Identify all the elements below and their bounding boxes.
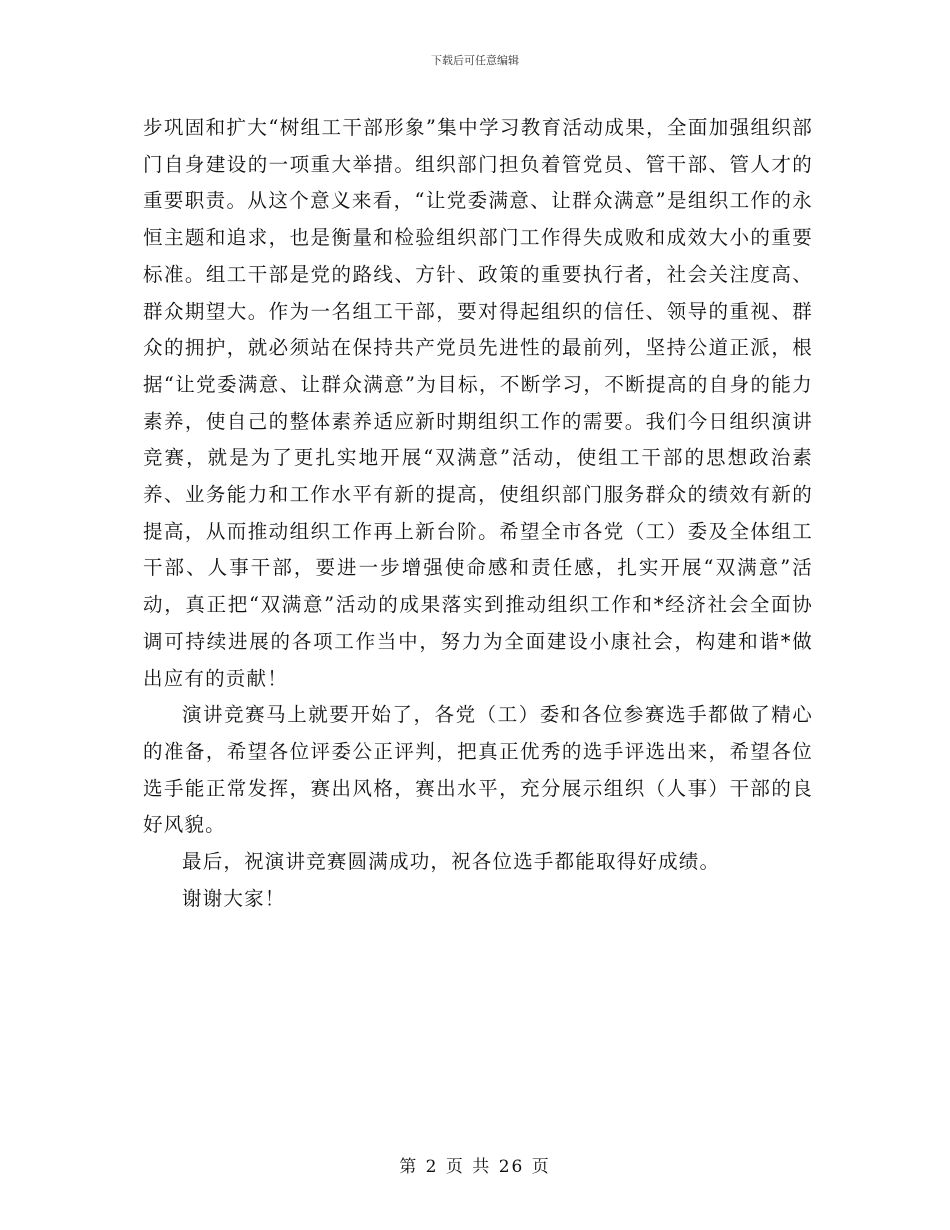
paragraph-competition: 演讲竞赛马上就要开始了，各党（工）委和各位参赛选手都做了精心的准备，希望各位评委公正评判，把真正优秀的选手评选出来，希望各位选手能正常发挥，赛出风格，赛出水平，充分展示组织（人事）干部的良好风貌。 [143,703,813,837]
paragraph-closing-wish: 最后，祝演讲竞赛圆满成功，祝各位选手都能取得好成绩。 [182,850,721,874]
paragraph-continued: 步巩固和扩大“树组工干部形象”集中学习教育活动成果，全面加强组织部门自身建设的一项重大举措。组织部门担负着管党员、管干部、管人才的重要职责。从这个意义来看，“让党委满意、让群众满意”是组织工作的永恒主题和追求，也是衡量和检验组织部门工作得失成败和成效大小的重要标准。组工干部是党的路线、方针、政策的重要执行者，社会关注度高、群众期望大。作为一名组工干部，要对得起组织的信任、领导的重视、群众的拥护，就必须站在保持共产党员先进性的最前列，坚持公道正派，根据“让党委满意、让群众满意”为目标，不断学习，不断提高的自身的能力素养，使自己的整体素养适应新时期组织工作的需要。我们今日组织演讲竞赛，就是为了更扎实地开展“双满意”活动，使组工干部的思想政治素养、业务能力和工作水平有新的提高，使组织部门服务群众的绩效有新的提高，从而推动组织工作再上新台阶。希望全市各党（工）委及全体组工干部、人事干部，要进一步增强使命感和责任感，扎实开展“双满意”活动，真正把“双满意”活动的成果落实到推动组织工作和*经济社会全面协调可持续进展的各项工作当中，努力为全面建设小康社会，构建和谐*做出应有的贡献！ [143,116,813,690]
body-text [143,110,813,917]
paragraph-thanks: 谢谢大家！ [182,886,286,910]
header-note: 下载后可任意编辑 [431,54,519,67]
page-number: 第 2 页 共 26 页 [399,1157,551,1177]
